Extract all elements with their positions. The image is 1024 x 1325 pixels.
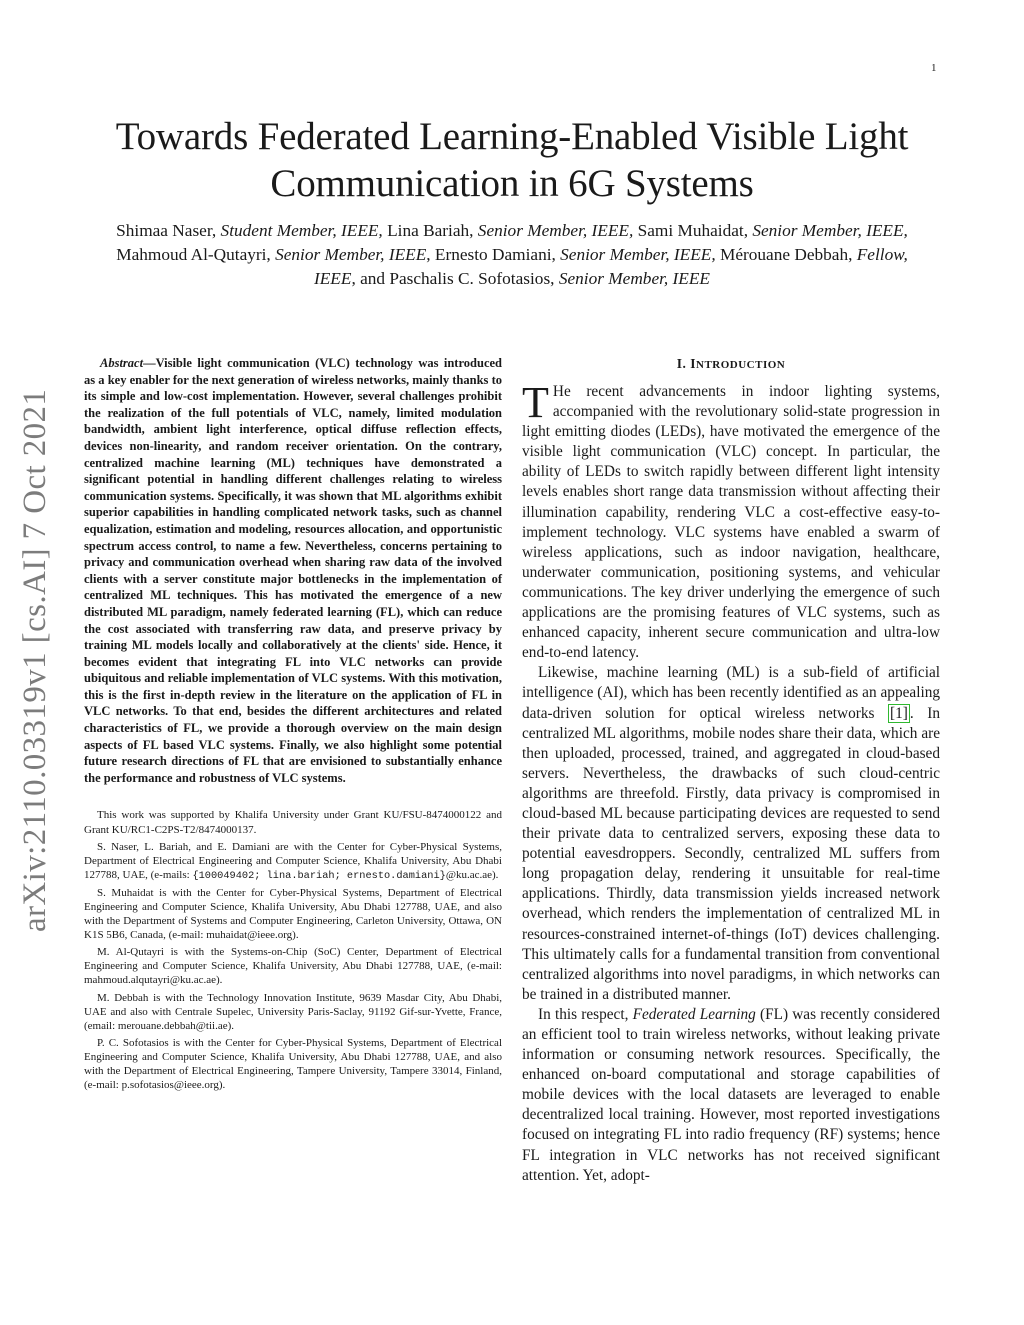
intro-paragraph-3-text-b: (FL) was recently considered an efficient tool to train wireless networks, without leaking private information or consuming network resources. Specifically, the enhanced on-board computational and storage capabilities of mobile devices with the local datasets are leveraged to enable decentralized local training. However, most reported investigations focused on integrating FL into radio frequency (RF) systems; hence FL integration in VLC networks has not received significant attention. Yet, adopt-: [522, 1005, 940, 1184]
intro-paragraph-2: [522, 663, 940, 1005]
author-name: , and Paschalis C. Sofotasios,: [351, 269, 559, 288]
title-line-2: Communication in 6G Systems: [270, 162, 754, 205]
author-role: Senior Member, IEEE,: [752, 221, 908, 240]
author-name: , Ernesto Damiani,: [426, 245, 561, 264]
footnote-sofotasios: P. C. Sofotasios is with the Center for Cyber-Physical Systems, Department of Electrical Engineering and Computer Science, Khalifa University, Abu Dhabi 127788, UAE, and also with the Department of Electrical Engineering, Tampere University, Tampere 33014, Finland, (e-mail: p.sofotasios@ieee.org).: [84, 1036, 502, 1092]
citation-link[interactable]: [1]: [890, 704, 908, 722]
author-role: Senior Member, IEEE,: [560, 245, 716, 264]
intro-paragraph-3: [522, 1005, 940, 1186]
intro-paragraph-3-emphasis: Federated Learning: [632, 1005, 756, 1023]
footnote-naser-text: S. Naser, L. Bariah, and E. Damiani are with the Center for Cyber-Physical Systems, Department of Electrical Engineering and Computer Science, Khalifa University, Abu Dhabi 127788, UAE, (e-mails:: [84, 840, 502, 881]
footnote-funding: This work was supported by Khalifa University under Grant KU/FSU-8474000122 and Grant KU/RC1-C2PS-T2/8474000137.: [84, 809, 502, 836]
author-name: Lina Bariah,: [387, 221, 478, 240]
author-name: Mérouane Debbah,: [719, 245, 857, 264]
footnote-naser-domain: @ku.ac.ae).: [445, 868, 499, 881]
author-name: Sami Muhaidat,: [637, 221, 753, 240]
author-role: Fellow, IEEE: [314, 245, 908, 288]
author-role: Senior Member, IEEE: [275, 245, 427, 264]
footnote-muhaidat: S. Muhaidat is with the Center for Cyber-Physical Systems, Department of Electrical Engineering and Computer Science, Khalifa University, Abu Dhabi 127788, UAE, and also with the Department of Systems and Computer Engineering, Carleton University, Ottawa, ON K1S 5B6, Canada, (e-mail: muhaidat@ieee.org).: [84, 886, 502, 942]
title-line-1: Towards Federated Learning-Enabled Visible Light: [115, 115, 909, 158]
intro-paragraph-2-text-a: Likewise, machine learning (ML) is a sub-field of artificial intelligence (AI), which has been recently identified as an appealing data-driven solution for optical wireless networks: [522, 664, 940, 722]
introduction-body: [522, 378, 940, 1186]
author-name: Shimaa Naser,: [116, 221, 221, 240]
footnote-naser: [84, 840, 502, 883]
section-title-initial: I: [690, 356, 697, 371]
paper-title: [40, 113, 984, 207]
author-list: [95, 219, 929, 291]
intro-paragraph-1: [522, 378, 940, 663]
author-role: Student Member, IEEE,: [220, 221, 383, 240]
left-column: [84, 355, 502, 1095]
abstract-text: —Visible light communication (VLC) technology was introduced as a key enabler for the next generation of wireless networks, mainly thanks to its simple and low-cost implementation. However, several challenges prohibit the realization of the full potentials of VLC, namely, limited modulation bandwidth, ambient light interference, optical diffuse reflection effects, devices non-linearity, and random receiver orientation. On the contrary, centralized machine learning (ML) techniques have demonstrated a significant potential in handling different challenges relating to wireless communication systems. Specifically, it was shown that ML algorithms exhibit superior capabilities in handling complicated network tasks, such as channel equalization, estimation and modeling, resources allocation, and opportunistic spectrum access control, to name a few. Nevertheless, concerns pertaining to privacy and communication overhead when sharing raw data of the involved clients with a server constitute major bottlenecks in the implementation of centralized ML techniques. This has motivated the emergence of a new distributed ML paradigm, namely federated learning (FL), which can reduce the cost associated with transferring raw data, and preserve privacy by training ML models locally and collaboratively at the clients' side. Hence, it becomes evident that integrating FL into VLC networks can provide ubiquitous and reliable implementation of VLC systems. With this motivation, this is the first in-depth review in the literature on the application of FL in VLC networks. To that end, besides the different architectures and related characteristics of FL, we provide a thorough overview on the main design aspects of FL based VLC systems. Finally, we also highlight some potential future research directions of FL that are envisioned to substantially enhance the performance and robustness of VLC systems.: [84, 356, 502, 785]
footnote-debbah: M. Debbah is with the Technology Innovation Institute, 9639 Masdar City, Abu Dhabi, UAE and also with Centrale Supelec, University Paris-Saclay, 91192 Gif-sur-Yvette, France, (email: merouane.debbah@tii.ae).: [84, 991, 502, 1032]
abstract-label: Abstract: [100, 356, 144, 370]
intro-paragraph-1-text: He recent advancements in indoor lighting systems, accompanied with the revolutionary solid-state progression in light emitting diodes (LEDs), have motivated the emergence of the visible light communication (VLC) concept. In particular, the ability of LEDs to switch rapidly between different light intensity levels enables short range data transmission without affecting their illumination capability, rendering VLC a cost-effective easy-to-implement technology. VLC systems have enabled a swarm of wireless applications, such as indoor navigation, healthcare, underwater communication, positioning systems, and vehicular communications. The key driver underlying the emergence of such applications are the promising features of VLC systems, such as enhanced capacity, inherent secure communication and ultra-low end-to-end latency.: [522, 383, 940, 662]
arxiv-identifier: arXiv:2110.03319v1 [cs.AI] 7 Oct 2021: [17, 388, 53, 932]
section-heading-introduction: [522, 355, 940, 374]
footnote-alqutayri: M. Al-Qutayri is with the Systems-on-Chip (SoC) Center, Department of Electrical Engineering and Computer Science, Khalifa University, Abu Dhabi 127788, UAE, (e-mail: mahmoud.alqutayri@ku.ac.ae).: [84, 946, 502, 987]
author-role: Senior Member, IEEE: [558, 269, 710, 288]
author-role: Senior Member, IEEE,: [477, 221, 634, 240]
section-number: I.: [676, 356, 691, 371]
intro-paragraph-2-text-b: . In centralized ML algorithms, mobile nodes share their data, which are then uploaded, processed, trained, and aggregated in cloud-based servers. Nevertheless, the drawbacks of such cloud-centric algorithms are threefold. Firstly, data privacy is compromised in cloud-based ML because participating devices are requested to send their private data to centralized servers, exposing these data to potential eavesdroppers. Secondly, centralized ML suffers from long propagation delay, rendering it unsuitable for real-time applications. Thirdly, data transmission yields increased network overhead, which renders the implementation of centralized ML in resources-constrained internet-of-things (IoT) devices challenging. This ultimately calls for a fundamental transition from conventional centralized algorithms into novel paradigms, in which networks can be trained in a distributed manner.: [522, 704, 940, 1003]
page-number: 1: [931, 62, 937, 74]
section-title-rest: NTRODUCTION: [696, 359, 786, 371]
right-column: [522, 355, 940, 1186]
author-name: Mahmoud Al-Qutayri,: [116, 245, 276, 264]
intro-paragraph-3-text-a: In this respect,: [538, 1005, 633, 1023]
footnotes: [84, 808, 502, 1092]
footnote-naser-emails: {100049402; lina.bariah; ernesto.damiani}: [192, 869, 446, 882]
drop-cap: T: [522, 378, 549, 427]
abstract: [84, 355, 502, 786]
